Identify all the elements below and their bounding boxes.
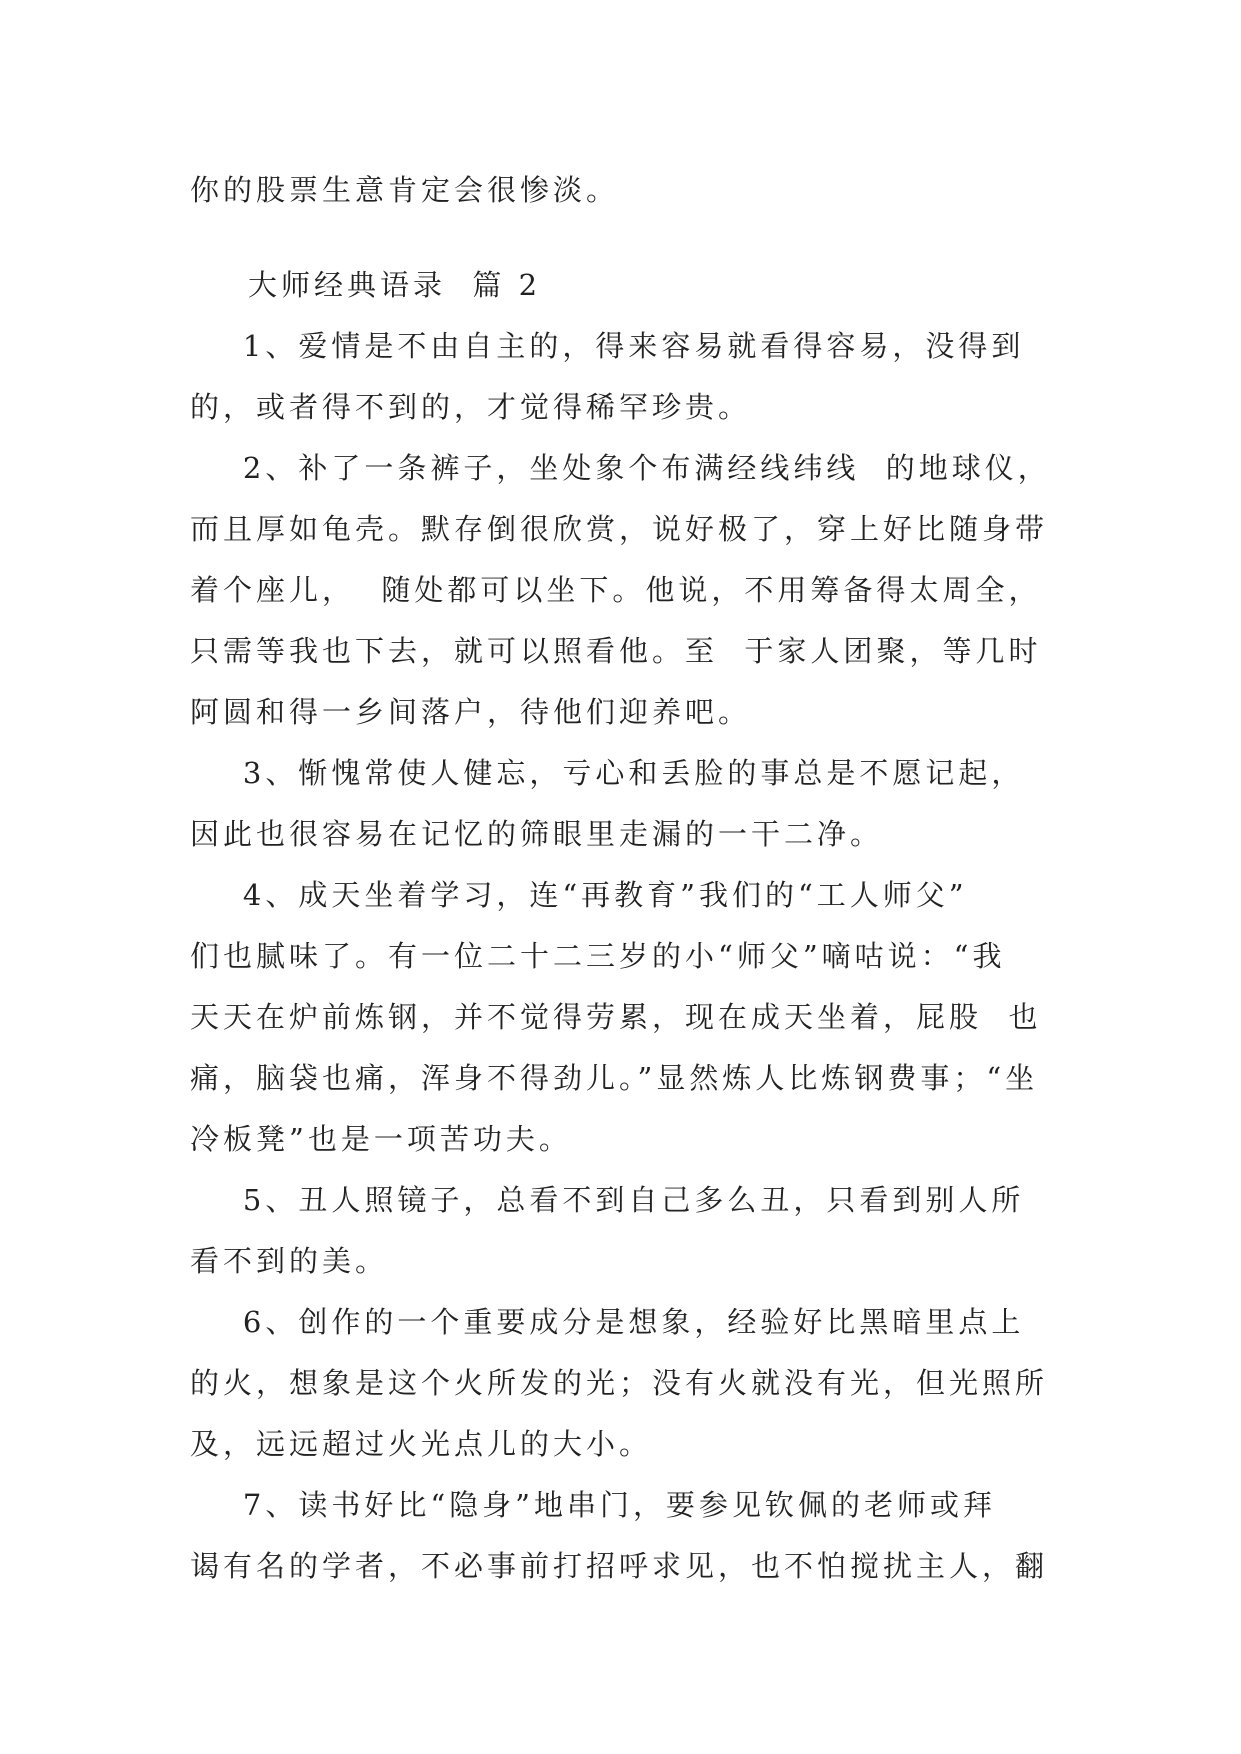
text-line: 因此也很容易在记忆的筛眼里走漏的一干二净。 [190, 817, 884, 851]
text-line: 着个座儿， 随处都可以坐下。他说，不用筹备得太周全， [190, 573, 1042, 607]
text-line: 冷板凳”也是一项苦功夫。 [190, 1122, 572, 1156]
section-title: 大师经典语录 篇 2 [248, 268, 542, 302]
section-gap [190, 221, 1050, 255]
document-body [190, 160, 1050, 1597]
text-line: 2、补了一条裤子，坐处象个布满经线纬线 的地球仪， [190, 451, 1051, 485]
text-line: 天天在炉前炼钢，并不觉得劳累，现在成天坐着，屁股 也 [190, 1000, 1042, 1034]
text-line: 谒有名的学者，不必事前打招呼求见，也不怕搅扰主人，翻 [190, 1549, 1049, 1583]
text-line: 只需等我也下去，就可以照看他。至 于家人团聚，等几时 [190, 634, 1042, 668]
text-line: 的，或者得不到的，才觉得稀罕珍贵。 [190, 390, 752, 424]
text-line: 及，远远超过火光点儿的大小。 [190, 1427, 653, 1461]
intro-line: 你的股票生意肯定会很惨淡。 [190, 173, 620, 207]
text-line: 而且厚如龟壳。默存倒很欣赏，说好极了，穿上好比随身带 [190, 512, 1049, 546]
text-line: 的火，想象是这个火所发的光；没有火就没有光，但光照所 [190, 1366, 1049, 1400]
text-line: 1、爱情是不由自主的，得来容易就看得容易，没得到 [190, 329, 1025, 363]
text-line: 们也腻味了。有一位二十二三岁的小“师父”嘀咕说：“我 [190, 939, 1006, 973]
text-line: 7、读书好比“隐身”地串门，要参见钦佩的老师或拜 [190, 1488, 996, 1522]
text-line: 6、创作的一个重要成分是想象，经验好比黑暗里点上 [190, 1305, 1025, 1339]
text-line: 痛，脑袋也痛，浑身不得劲儿。”显然炼人比炼钢费事；“坐 [190, 1061, 1039, 1095]
text-line: 4、成天坐着学习，连“再教育”我们的“工人师父” [190, 878, 968, 912]
text-line: 5、丑人照镜子，总看不到自己多么丑，只看到别人所 [190, 1183, 1025, 1217]
text-line: 看不到的美。 [190, 1244, 389, 1278]
text-line: 3、惭愧常使人健忘，亏心和丢脸的事总是不愿记起， [190, 756, 1025, 790]
text-line: 阿圆和得一乡间落户，待他们迎养吧。 [190, 695, 752, 729]
